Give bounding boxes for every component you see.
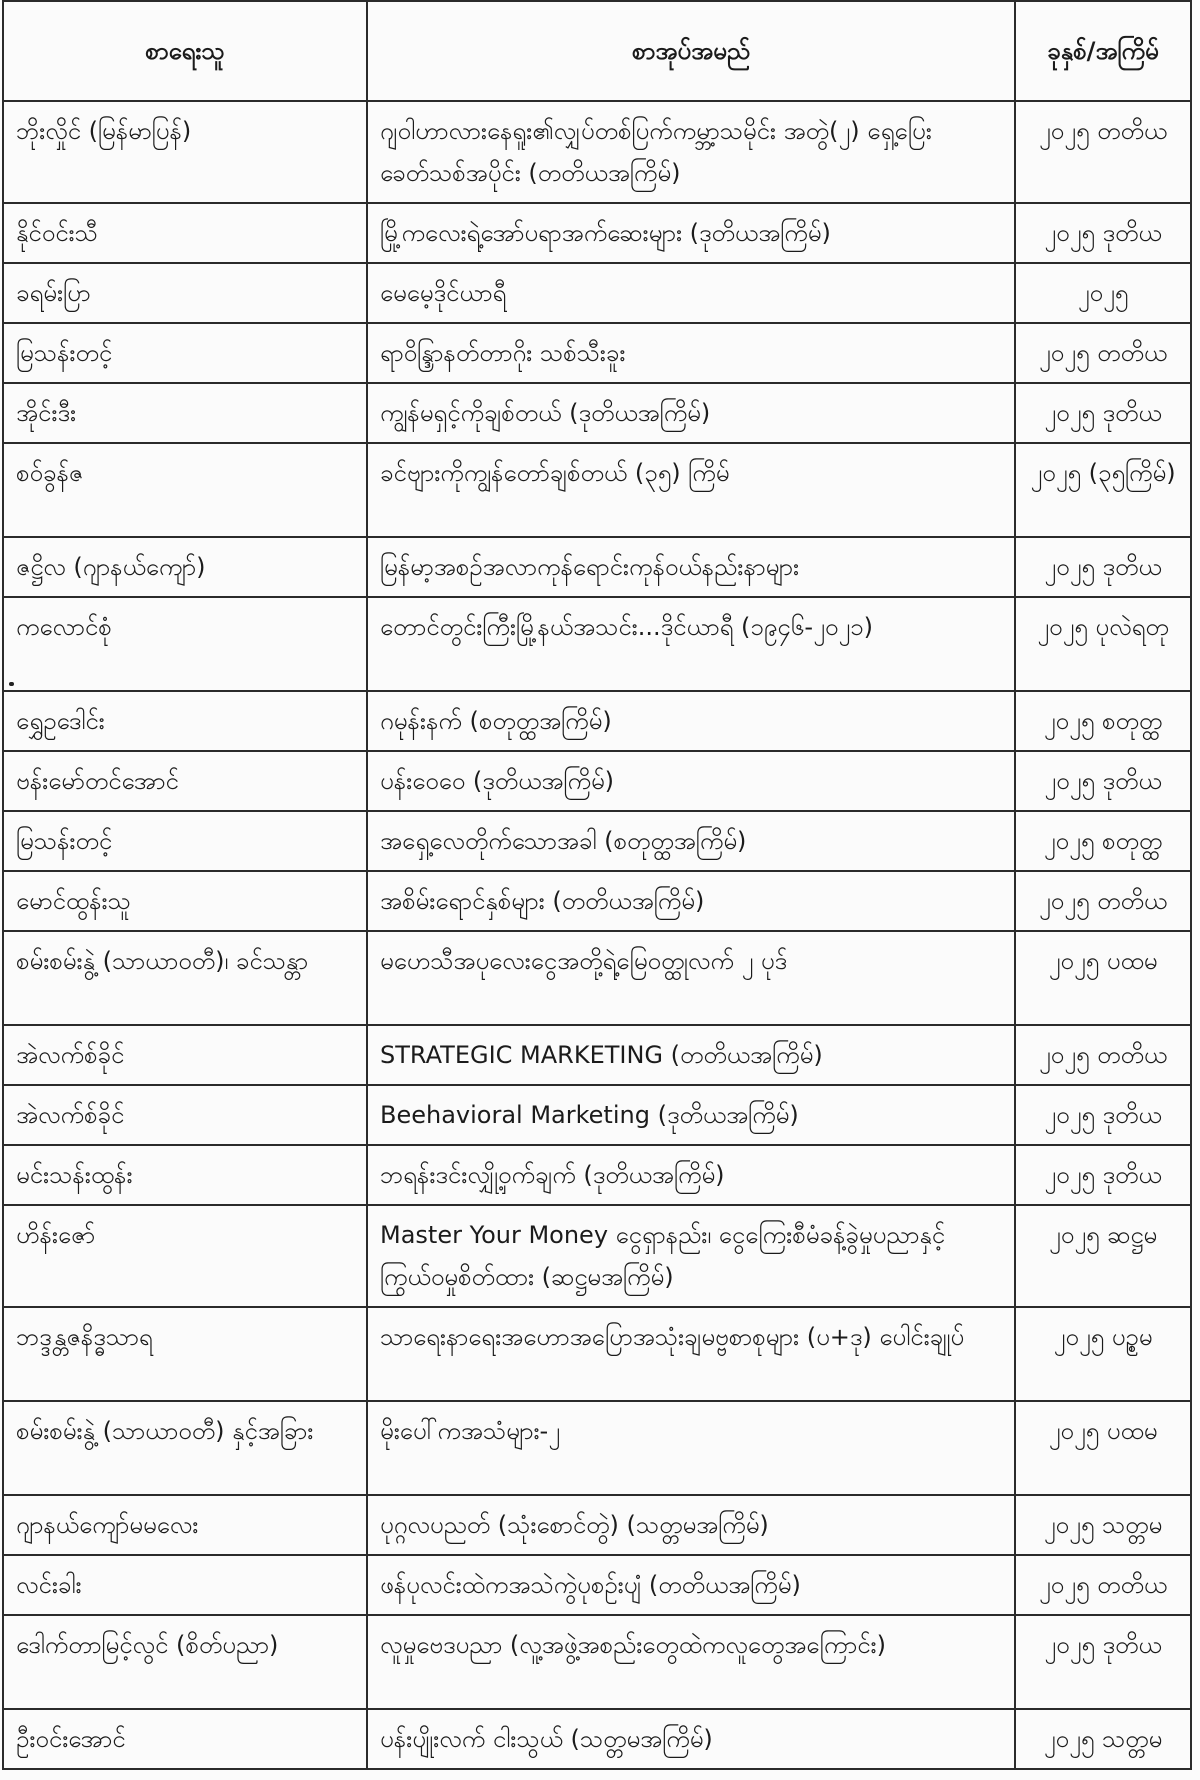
author-cell: စဝ်ခွန်ဇ (3, 443, 367, 537)
title-cell: သာရေးနာရေးအဟောအပြောအသုံးချမဗ္ဗစာစုများ (ပ+ဒု) ပေါင်းချုပ် (367, 1307, 1015, 1401)
author-cell: စမ်းစမ်းနွဲ့ (သာယာဝတီ)၊ ခင်သန္တာ (3, 931, 367, 1025)
author-cell: ဟိန်းဇော် (3, 1205, 367, 1307)
year-cell: ၂၀၂၅ သတ္တမ (1015, 1709, 1191, 1769)
year-cell: ၂၀၂၅ တတိယ (1015, 1025, 1191, 1085)
title-cell: STRATEGIC MARKETING (တတိယအကြိမ်) (367, 1025, 1015, 1085)
title-cell: ရာဝိန္ဒြာနတ်တာဂိုး သစ်သီးခူး (367, 323, 1015, 383)
table-row (3, 931, 1191, 1025)
table-row (3, 263, 1191, 323)
year-cell: ၂၀၂၅ ဒုတိယ (1015, 203, 1191, 263)
author-cell: ဒေါက်တာမြင့်လွင် (စိတ်ပညာ) (3, 1615, 367, 1709)
year-cell: ၂၀၂၅ ဒုတိယ (1015, 1145, 1191, 1205)
table-row (3, 691, 1191, 751)
author-cell: မင်းသန်းထွန်း (3, 1145, 367, 1205)
year-cell: ၂၀၂၅ ပဥ္စမ (1015, 1307, 1191, 1401)
title-cell: မြန်မာ့အစဉ်အလာကုန်ရောင်းကုန်ဝယ်နည်းနာများ (367, 537, 1015, 597)
header-title: စာအုပ်အမည် (367, 1, 1015, 101)
title-cell: ခင်ဗျားကိုကျွန်တော်ချစ်တယ် (၃၅) ကြိမ် (367, 443, 1015, 537)
year-cell: ၂၀၂၅ ဒုတိယ (1015, 1615, 1191, 1709)
author-cell: ဘိုးလှိုင် (မြန်မာပြန်) (3, 101, 367, 203)
table-row (3, 443, 1191, 537)
year-cell: ၂၀၂၅ ဒုတိယ (1015, 1085, 1191, 1145)
title-cell: Master Your Money ငွေရှာနည်း၊ ငွေကြေးစီမံခန့်ခွဲမှုပညာနှင့် ကြွယ်ဝမှုစိတ်ထား (ဆဋ္ဌမအကြိမ်) (367, 1205, 1015, 1307)
year-cell: ၂၀၂၅ တတိယ (1015, 871, 1191, 931)
year-cell: ၂၀၂၅ ပုလဲရတု (1015, 597, 1191, 691)
title-cell: မိုးပေါ်ကအသံများ-၂ (367, 1401, 1015, 1495)
title-cell: အရှေ့လေတိုက်သောအခါ (စတုတ္ထအကြိမ်) (367, 811, 1015, 871)
table-row (3, 323, 1191, 383)
table-row (3, 1615, 1191, 1709)
title-cell: မဟေသီအပုလေးငွေအတို့ရဲ့မြေဝတ္ထုလက် ၂ ပုဒ် (367, 931, 1015, 1025)
table-row (3, 1495, 1191, 1555)
title-cell: ဘရန်းဒင်းလျှို့ဝှက်ချက် (ဒုတိယအကြိမ်) (367, 1145, 1015, 1205)
table-row (3, 1401, 1191, 1495)
table-row (3, 871, 1191, 931)
title-cell: မြို့ကလေးရဲ့အော်ပရာအက်ဆေးများ (ဒုတိယအကြိမ်) (367, 203, 1015, 263)
year-cell: ၂၀၂၅ ဒုတိယ (1015, 537, 1191, 597)
table-row (3, 1709, 1191, 1769)
year-cell: ၂၀၂၅ စတုတ္ထ (1015, 811, 1191, 871)
year-cell: ၂၀၂၅ (၃၅ကြိမ်) (1015, 443, 1191, 537)
title-cell: ပန်းပျိုးလက် ငါးသွယ် (သတ္တမအကြိမ်) (367, 1709, 1015, 1769)
year-cell: ၂၀၂၅ တတိယ (1015, 1555, 1191, 1615)
year-cell: ၂၀၂၅ ပထမ (1015, 1401, 1191, 1495)
table-row (3, 1145, 1191, 1205)
author-cell: စမ်းစမ်းနွဲ့ (သာယာဝတီ) နှင့်အခြား (3, 1401, 367, 1495)
table-row (3, 537, 1191, 597)
author-cell: အဲလက်စ်ခိုင် (3, 1085, 367, 1145)
author-cell: နိုင်ဝင်းသီ (3, 203, 367, 263)
table-row (3, 1555, 1191, 1615)
table-row (3, 101, 1191, 203)
year-cell: ၂၀၂၅ တတိယ (1015, 101, 1191, 203)
title-cell: အစိမ်းရောင်နှစ်များ (တတိယအကြိမ်) (367, 871, 1015, 931)
title-cell: မေမေ့ဒိုင်ယာရီ (367, 263, 1015, 323)
scan-speck (9, 682, 14, 686)
table-row (3, 1085, 1191, 1145)
title-cell: တောင်တွင်းကြီးမြို့နယ်အသင်း...ဒိုင်ယာရီ (၁၉၄၆-၂၀၂၁) (367, 597, 1015, 691)
year-cell: ၂၀၂၅ တတိယ (1015, 323, 1191, 383)
year-cell: ၂၀၂၅ သတ္တမ (1015, 1495, 1191, 1555)
table-row (3, 1025, 1191, 1085)
title-cell: ပုဂ္ဂလပညတ် (သုံးစောင်တွဲ) (သတ္တမအကြိမ်) (367, 1495, 1015, 1555)
table-row (3, 203, 1191, 263)
title-cell: Beehavioral Marketing (ဒုတိယအကြိမ်) (367, 1085, 1015, 1145)
table-row (3, 1307, 1191, 1401)
title-cell: လူမှုဗေဒပညာ (လူ့အဖွဲ့အစည်းတွေထဲကလူတွေအကြောင်း) (367, 1615, 1015, 1709)
table-row (3, 751, 1191, 811)
author-cell: လင်းခါး (3, 1555, 367, 1615)
year-cell: ၂၀၂၅ ဒုတိယ (1015, 383, 1191, 443)
header-author: စာရေးသူ (3, 1, 367, 101)
author-cell: အဲလက်စ်ခိုင် (3, 1025, 367, 1085)
title-cell: ဂမုန်းနက် (စတုတ္ထအကြိမ်) (367, 691, 1015, 751)
author-cell: ဘဒ္ဒန္တဇနိဒ္ဓသာရ (3, 1307, 367, 1401)
author-cell: ဂျာနယ်ကျော်မမလေး (3, 1495, 367, 1555)
title-cell: ကျွန်မရှင့်ကိုချစ်တယ် (ဒုတိယအကြိမ်) (367, 383, 1015, 443)
author-cell: မောင်ထွန်းသူ (3, 871, 367, 931)
year-cell: ၂၀၂၅ စတုတ္ထ (1015, 691, 1191, 751)
header-year: ခုနှစ်/အကြိမ် (1015, 1, 1191, 101)
book-list-table (2, 0, 1192, 1770)
table-row (3, 811, 1191, 871)
title-cell: ပန်းဝေဝေ (ဒုတိယအကြိမ်) (367, 751, 1015, 811)
table-header-row (3, 1, 1191, 101)
author-cell: ခရမ်းပြာ (3, 263, 367, 323)
year-cell: ၂၀၂၅ (1015, 263, 1191, 323)
author-cell: မြသန်းတင့် (3, 323, 367, 383)
author-cell: ကလောင်စုံ (3, 597, 367, 691)
year-cell: ၂၀၂၅ ပထမ (1015, 931, 1191, 1025)
author-cell: ရွှေဥဒေါင်း (3, 691, 367, 751)
title-cell: ဖန်ပုလင်းထဲကအသဲကွဲပုစဉ်းပျံ (တတိယအကြိမ်) (367, 1555, 1015, 1615)
author-cell: မြသန်းတင့် (3, 811, 367, 871)
year-cell: ၂၀၂၅ ဒုတိယ (1015, 751, 1191, 811)
table-row (3, 597, 1191, 691)
author-cell: ဇဋ္ဌိလ (ဂျာနယ်ကျော်) (3, 537, 367, 597)
title-cell: ဂျဝါဟာလားနေရူး၏လျှပ်တစ်ပြက်ကမ္ဘာ့သမိုင်း အတွဲ(၂) ရှေ့ပြေးခေတ်သစ်အပိုင်း (တတိယအကြိမ်) (367, 101, 1015, 203)
table-row (3, 1205, 1191, 1307)
author-cell: ဗန်းမော်တင်အောင် (3, 751, 367, 811)
year-cell: ၂၀၂၅ ဆဋ္ဌမ (1015, 1205, 1191, 1307)
table-row (3, 383, 1191, 443)
author-cell: အိုင်းဒီး (3, 383, 367, 443)
author-cell: ဦးဝင်းအောင် (3, 1709, 367, 1769)
